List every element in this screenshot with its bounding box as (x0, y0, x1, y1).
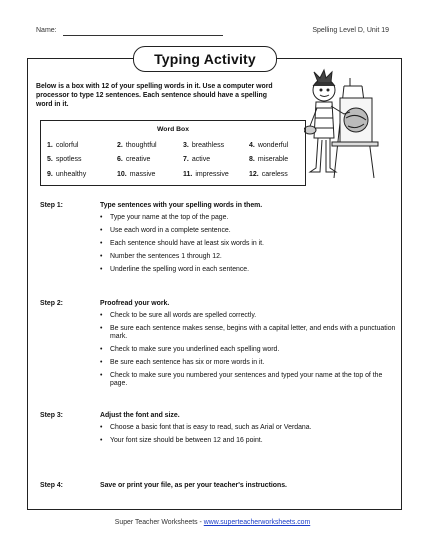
word-box-item (249, 156, 309, 163)
step-bullet-list (100, 424, 400, 450)
step-heading: Proofread your work. (100, 300, 170, 307)
spelling-word: careless (261, 170, 288, 178)
step-bullet: • Choose a basic font that is easy to read, such as Arial or Verdana. (100, 424, 400, 432)
word-number: 10. (117, 170, 127, 178)
step-bullet: • Check to be sure all words are spelled correctly. (100, 312, 400, 320)
word-box-item (47, 156, 117, 163)
step-label: Step 3: (40, 412, 63, 419)
kid-painting-easel-clipart (304, 68, 398, 180)
word-number: 12. (249, 170, 259, 178)
word-number: 5. (47, 156, 53, 164)
page-title (133, 46, 277, 72)
name-line (63, 35, 223, 36)
word-box-item (117, 171, 183, 178)
word-number: 3. (183, 141, 189, 149)
intro-text: Below is a box with 12 of your spelling words in it. Use a computer word processor to type 12 sentences. Each sentence should have a spelling word in it. (36, 83, 273, 108)
word-box-item (249, 171, 309, 178)
word-box-item (183, 156, 249, 163)
step-bullet-list (100, 214, 400, 279)
footer-text: Super Teacher Worksheets - (114, 519, 204, 526)
spelling-word: impressive (195, 170, 229, 178)
word-number: 7. (183, 156, 189, 164)
word-number: 4. (249, 141, 255, 149)
step-label: Step 2: (40, 300, 63, 307)
word-box-item (183, 171, 249, 178)
word-box-grid (47, 138, 301, 182)
spelling-word: spotless (55, 156, 82, 164)
page-header (36, 27, 389, 39)
step-bullet: • Be sure each sentence makes sense, begins with a capital letter, and ends with a punctuation mark. (100, 325, 400, 341)
word-box-item (249, 142, 309, 149)
word-box-item (47, 142, 117, 149)
word-number: 6. (117, 156, 123, 164)
spelling-word: unhealthy (55, 170, 87, 178)
word-number: 2. (117, 141, 123, 149)
page-footer (0, 519, 425, 526)
step-bullet: • Check to make sure you underlined each spelling word. (100, 346, 400, 354)
step-label: Step 1: (40, 202, 63, 209)
spelling-word: massive (129, 170, 156, 178)
spelling-word: breathless (191, 141, 225, 149)
spelling-word: creative (125, 156, 151, 164)
step-bullet: • Number the sentences 1 through 12. (100, 253, 400, 261)
step-bullet: • Type your name at the top of the page. (100, 214, 400, 222)
spelling-word: active (191, 156, 211, 164)
step-heading: Adjust the font and size. (100, 412, 180, 419)
spelling-level: Spelling Level D, Unit 19 (312, 27, 389, 34)
word-number: 8. (249, 156, 255, 164)
step-heading: Save or print your file, as per your teacher's instructions. (100, 482, 287, 489)
step-bullet: • Your font size should be between 12 and 16 point. (100, 437, 400, 445)
step-bullet-list (100, 312, 400, 393)
word-box-item (183, 142, 249, 149)
word-box (40, 120, 306, 186)
spelling-word: colorful (55, 141, 79, 149)
word-number: 1. (47, 141, 53, 149)
word-box-item (117, 142, 183, 149)
word-box-item (47, 171, 117, 178)
name-label: Name: (36, 27, 57, 34)
footer-link[interactable]: www.superteacherworksheets.com (203, 519, 311, 526)
word-box-title: Word Box (157, 126, 189, 133)
step-bullet: • Check to make sure you numbered your sentences and typed your name at the top of the page. (100, 372, 400, 388)
word-box-item (117, 156, 183, 163)
spelling-word: thoughtful (125, 141, 157, 149)
word-number: 9. (47, 170, 53, 178)
step-bullet: • Use each word in a complete sentence. (100, 227, 400, 235)
step-bullet: • Each sentence should have at least six words in it. (100, 240, 400, 248)
spelling-word: wonderful (257, 141, 289, 149)
step-bullet: • Be sure each sentence has six or more words in it. (100, 359, 400, 367)
step-label: Step 4: (40, 482, 63, 489)
spelling-word: miserable (257, 156, 289, 164)
step-heading: Type sentences with your spelling words in them. (100, 202, 263, 209)
page-title-text: Typing Activity (154, 51, 256, 67)
step-bullet: • Underline the spelling word in each sentence. (100, 266, 400, 274)
word-number: 11. (183, 170, 193, 178)
